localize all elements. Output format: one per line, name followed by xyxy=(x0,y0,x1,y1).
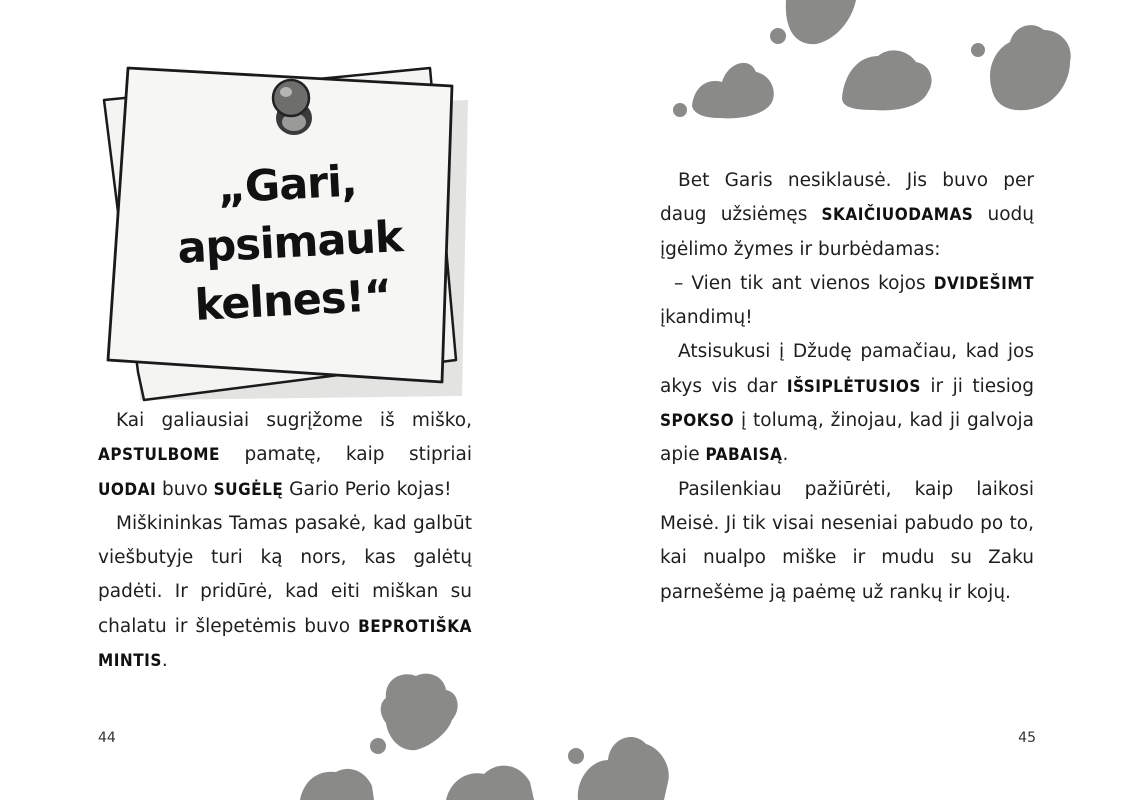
emphasized-word: PABAISĄ xyxy=(705,445,783,466)
text-run: Kai galiausiai sugrįžome iš miško, xyxy=(116,410,472,431)
page-number-right: 45 xyxy=(1018,730,1036,746)
footprint-icon xyxy=(970,20,1080,116)
text-run: Bet Garis nesiklausė. Jis buvo per daug užsiėmęs xyxy=(660,170,1034,226)
text-run: pamatę, kaip stipriai xyxy=(219,444,472,466)
text-run: – Vien tik ant vienos kojos xyxy=(674,272,934,294)
text-run: . xyxy=(782,444,789,466)
note-title-line-1: „Gari, apsimauk xyxy=(176,156,404,274)
footprint-icon xyxy=(296,760,376,800)
emphasized-word: SKAIČIUODAMAS xyxy=(821,205,974,226)
emphasized-word: APSTULBOME xyxy=(98,445,220,466)
paragraph xyxy=(98,507,472,678)
note-title xyxy=(126,148,455,339)
footprint-icon xyxy=(366,668,466,758)
emphasized-word: DVIDEŠIMT xyxy=(933,273,1034,294)
emphasized-word: SPOKSO xyxy=(660,411,735,432)
paragraph xyxy=(660,267,1034,336)
emphasized-word: IŠSIPLĖTUSIOS xyxy=(786,376,921,397)
pinned-note xyxy=(100,60,470,405)
text-run: . xyxy=(161,650,168,672)
note-title-line-2: kelnes!“ xyxy=(193,270,393,332)
footprint-icon xyxy=(838,46,938,112)
text-run: Gario Perio kojas! xyxy=(283,478,452,500)
right-body-text xyxy=(660,164,1034,610)
text-run: uodų įgėlimo žymes ir burbėdamas: xyxy=(660,204,1034,260)
emphasized-word: UODAI xyxy=(98,479,157,500)
paragraph xyxy=(98,404,472,507)
text-run: ir ji tiesiog xyxy=(920,375,1034,397)
page-number-left: 44 xyxy=(98,730,116,746)
emphasized-word: SUGĖLĘ xyxy=(213,479,284,500)
text-run: įkandimų! xyxy=(660,307,753,329)
paragraph xyxy=(660,164,1034,267)
text-run: buvo xyxy=(156,478,214,500)
text-run: Atsisukusi į Džudę pamačiau, kad jos akys vis dar xyxy=(660,341,1034,397)
footprint-icon xyxy=(672,56,782,122)
right-page xyxy=(566,0,1132,800)
paragraph xyxy=(660,473,1034,610)
footprint-icon xyxy=(766,0,862,48)
pushpin-icon xyxy=(273,80,312,135)
text-run: Pasilenkiau pažiūrėti, kaip laikosi Meisė. Ji tik visai neseniai pabudo po to, kai nualpo miške ir mudu su Zaku parnešėme ją paėmę už rankų ir kojų. xyxy=(660,478,1034,603)
footprint-icon xyxy=(440,758,540,800)
left-body-text xyxy=(98,404,472,678)
text-run: į tolumą, žinojau, kad ji galvoja apie xyxy=(660,410,1034,466)
paragraph xyxy=(660,335,1034,472)
emphasized-word: BEPROTIŠKA MINTIS xyxy=(98,616,472,672)
text-run: Miškininkas Tamas pasakė, kad galbūt viešbutyje turi ką nors, kas galėtų padėti. Ir pridūrė, kad eiti miškan su chalatu ir šlepetėmis buvo xyxy=(98,512,472,637)
footprint-icon xyxy=(564,730,676,800)
